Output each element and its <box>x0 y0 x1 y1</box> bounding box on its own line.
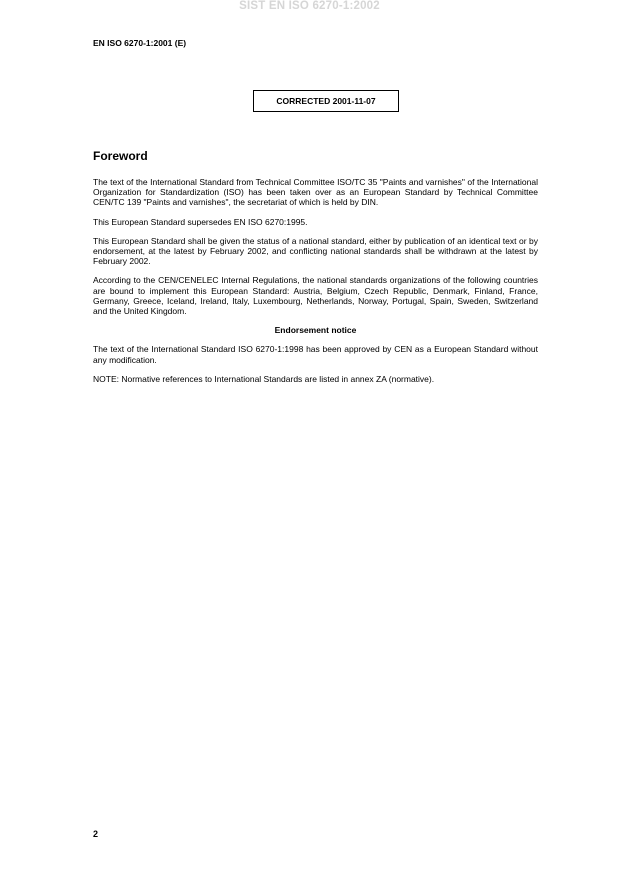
foreword-heading: Foreword <box>93 149 148 163</box>
corrected-stamp: CORRECTED 2001-11-07 <box>253 90 399 112</box>
document-body <box>93 177 538 393</box>
document-id: EN ISO 6270-1:2001 (E) <box>93 38 187 48</box>
endorsement-heading: Endorsement notice <box>274 325 357 336</box>
foreword-paragraph: The text of the International Standard from Technical Committee ISO/TC 35 "Paints and varnishes" of the International Organization for Standardization (ISO) has been taken over as an European Standard by Technical Committee CEN/TC 139 "Paints and varnishes", the secretariat of which is held by DIN. <box>93 177 538 208</box>
foreword-paragraph: This European Standard shall be given the status of a national standard, either by publication of an identical text or by endorsement, at the latest by February 2002, and conflicting national standards shall be withdrawn at the latest by February 2002. <box>93 235 538 267</box>
watermark-text: SIST EN ISO 6270-1:2002 <box>239 0 380 12</box>
endorsement-paragraph: The text of the International Standard ISO 6270-1:1998 has been approved by CEN as a European Standard without any modification. <box>93 344 538 365</box>
note-paragraph: NOTE: Normative references to International Standards are listed in annex ZA (normative). <box>93 373 435 384</box>
foreword-paragraph: According to the CEN/CENELEC Internal Regulations, the national standards organizations of the following countries are bound to implement this European Standard: Austria, Belgium, Czech Republic, Denmark, Finland, France, Germany, Greece, Iceland, Ireland, Italy, Luxembourg, Netherlands, Norway, Portugal, Spain, Sweden, Switzerland and the United Kingdom. <box>93 275 538 317</box>
page-number: 2 <box>93 829 99 839</box>
foreword-paragraph: This European Standard supersedes EN ISO 6270:1995. <box>93 216 308 227</box>
